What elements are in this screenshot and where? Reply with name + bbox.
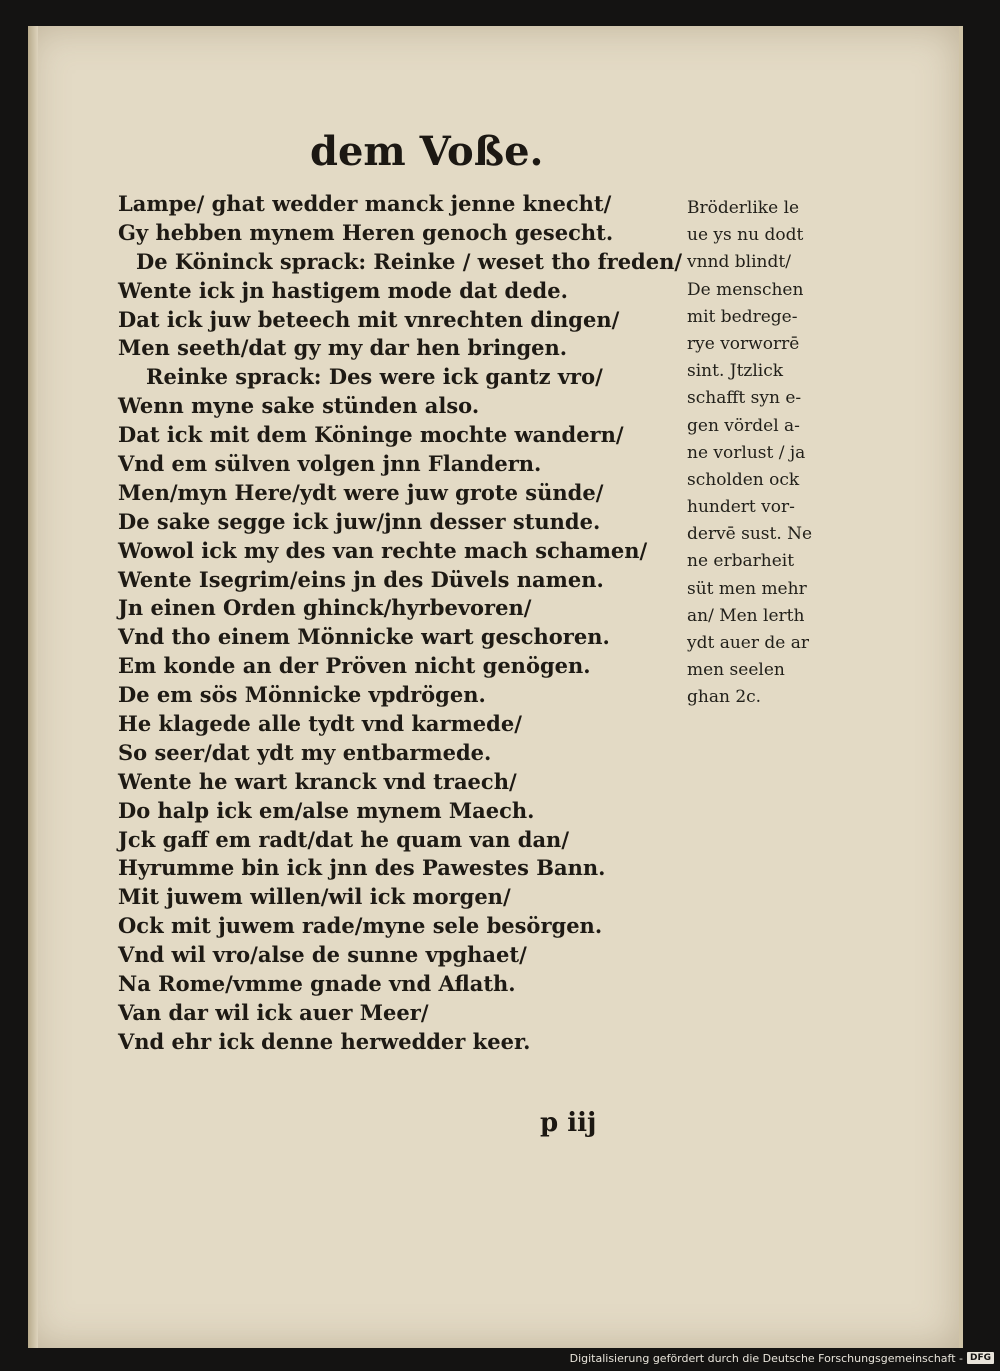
text-line: Vnd ehr ick denne herwedder keer. bbox=[118, 1028, 531, 1054]
gloss-line: De menschen bbox=[687, 279, 804, 300]
gloss-line: schafft syn e- bbox=[687, 388, 802, 409]
page-gutter bbox=[28, 26, 38, 1348]
text-line: Van dar wil ick auer Meer/ bbox=[118, 999, 429, 1025]
gloss-line: mit bedrege- bbox=[687, 306, 798, 327]
dfg-logo: DFG bbox=[967, 1352, 994, 1364]
text-line: Men seeth/dat gy my dar hen bringen. bbox=[118, 335, 568, 361]
text-line: Vnd wil vro/alse de sunne vpghaet/ bbox=[118, 942, 527, 968]
text-line: Jn einen Orden ghinck/hyrbevoren/ bbox=[118, 595, 532, 621]
text-line: Mit juwem willen/wil ick morgen/ bbox=[118, 884, 511, 910]
gloss-line: ne erbarheit bbox=[687, 551, 795, 572]
gloss-line: Bröderlike le bbox=[687, 198, 800, 218]
text-line: Vnd em sülven volgen jnn Flandern. bbox=[118, 451, 542, 477]
text-line: Reinke sprack: Des were ick gantz vro/ bbox=[146, 364, 603, 390]
text-line: Dat ick juw beteech mit vnrechten dingen/ bbox=[118, 306, 620, 332]
text-line: Hyrumme bin ick jnn des Pawestes Bann. bbox=[118, 855, 606, 881]
gloss-line: dervē sust. Ne bbox=[687, 524, 813, 545]
marginal-gloss bbox=[687, 195, 837, 712]
text-line: Lampe/ ghat wedder manck jenne knecht/ bbox=[118, 191, 612, 216]
running-head: dem Voße. bbox=[310, 128, 544, 175]
text-line: Men/myn Here/ydt were juw grote sünde/ bbox=[118, 479, 604, 505]
gloss-line: rye vorworrē bbox=[687, 333, 800, 354]
text-line: Ock mit juwem rade/myne sele besörgen. bbox=[118, 913, 603, 939]
text-line: Dat ick mit dem Köninge mochte wandern/ bbox=[118, 422, 624, 448]
text-line: De Köninck sprack: Reinke / weset tho freden/ bbox=[136, 248, 683, 274]
gloss-line: ue ys nu dodt bbox=[687, 225, 804, 246]
gloss-line: ne vorlust / ja bbox=[687, 442, 806, 463]
footer-text: Digitalisierung gefördert durch die Deutsche Forschungsgemeinschaft - bbox=[569, 1351, 963, 1365]
gloss-line: süt men mehr bbox=[687, 578, 807, 599]
text-line: Wente he wart kranck vnd traech/ bbox=[118, 768, 517, 794]
text-line: Jck gaff em radt/dat he quam van dan/ bbox=[118, 826, 569, 852]
text-line: Gy hebben mynem Heren genoch gesecht. bbox=[118, 219, 614, 245]
gloss-line: ghan 2c. bbox=[687, 687, 762, 708]
footer-credit bbox=[570, 1349, 994, 1367]
text-line: So seer/dat ydt my entbarmede. bbox=[118, 739, 492, 765]
text-line: Wenn myne sake stünden also. bbox=[118, 393, 480, 419]
text-line: De em sös Mönnicke vpdrögen. bbox=[118, 682, 486, 708]
text-line: He klagede alle tydt vnd karmede/ bbox=[118, 711, 522, 737]
text-line: Do halp ick em/alse mynem Maech. bbox=[118, 797, 535, 823]
signature-mark: p iij bbox=[540, 1108, 597, 1138]
text-line: Na Rome/vmme gnade vnd Aflath. bbox=[118, 971, 516, 997]
gloss-line: hundert vor- bbox=[687, 497, 795, 518]
text-line: Wente Isegrim/eins jn des Düvels namen. bbox=[118, 566, 604, 592]
text-line: Wowol ick my des van rechte mach schamen/ bbox=[118, 537, 648, 563]
gloss-line: men seelen bbox=[687, 660, 785, 681]
gloss-line: an/ Men lerth bbox=[687, 605, 805, 626]
gloss-line: ydt auer de ar bbox=[687, 633, 810, 653]
gloss-line: scholden ock bbox=[687, 469, 800, 490]
text-line: De sake segge ick juw/jnn desser stunde. bbox=[118, 508, 601, 534]
gloss-line: gen vördel a- bbox=[687, 415, 800, 436]
gloss-line: sint. Jtzlick bbox=[687, 361, 784, 382]
text-line: Em konde an der Pröven nicht genögen. bbox=[118, 653, 591, 679]
gloss-line: vnnd blindt/ bbox=[687, 252, 791, 273]
text-line: Vnd tho einem Mönnicke wart geschoren. bbox=[118, 624, 610, 650]
text-line: Wente ick jn hastigem mode dat dede. bbox=[118, 277, 568, 303]
main-text-block bbox=[118, 190, 683, 1057]
